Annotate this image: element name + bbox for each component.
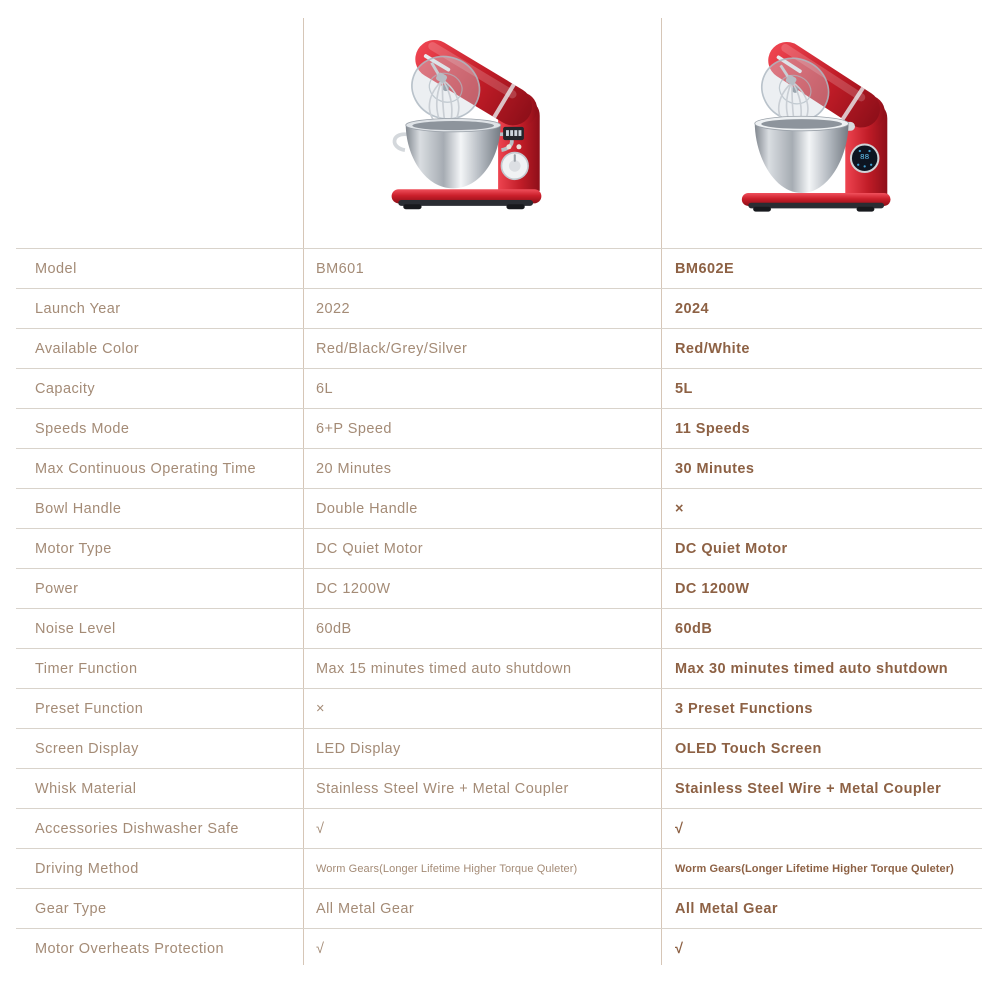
spec-value-bm601: All Metal Gear: [316, 900, 415, 917]
spec-value-bm601: ×: [316, 700, 325, 717]
spec-label: Bowl Handle: [35, 500, 122, 517]
spec-value-bm601: Stainless Steel Wire + Metal Coupler: [316, 780, 569, 797]
spec-value-bm602e: √: [675, 820, 684, 837]
spec-value-bm601: Max 15 minutes timed auto shutdown: [316, 660, 572, 677]
spec-value-bm601: √: [316, 940, 325, 957]
spec-label: Motor Overheats Protection: [35, 940, 224, 957]
spec-label: Launch Year: [35, 300, 121, 317]
spec-value-bm602e: Red/White: [675, 340, 750, 357]
spec-value-bm601: 6L: [316, 380, 334, 397]
spec-value-bm602e: 3 Preset Functions: [675, 700, 813, 717]
spec-label: Whisk Material: [35, 780, 137, 797]
svg-text:88: 88: [860, 152, 870, 162]
spec-value-bm601: 2022: [316, 300, 351, 317]
spec-value-bm602e: 30 Minutes: [675, 460, 755, 477]
spec-label: Screen Display: [35, 740, 139, 757]
spec-label: Preset Function: [35, 700, 144, 717]
spec-value-bm602e: ×: [675, 500, 684, 517]
spec-value-bm602e: Stainless Steel Wire + Metal Coupler: [675, 780, 942, 797]
spec-value-bm602e: 60dB: [675, 620, 713, 637]
product-image-bm601: [360, 10, 568, 242]
spec-value-bm602e: 11 Speeds: [675, 420, 750, 437]
spec-value-bm602e: BM602E: [675, 260, 735, 277]
table-row: [16, 608, 982, 648]
spec-value-bm602e: 5L: [675, 380, 693, 397]
spec-label: Accessories Dishwasher Safe: [35, 820, 239, 837]
table-row: [16, 928, 982, 968]
spec-value-bm601: Worm Gears(Longer Lifetime Higher Torque Quleter): [316, 862, 578, 875]
table-row: [16, 728, 982, 768]
product-image-bm602e: [716, 18, 918, 242]
spec-value-bm602e: √: [675, 940, 684, 957]
spec-value-bm602e: Max 30 minutes timed auto shutdown: [675, 660, 949, 677]
table-row: [16, 288, 982, 328]
spec-label: Speeds Mode: [35, 420, 130, 437]
table-row: [16, 808, 982, 848]
table-row: [16, 888, 982, 928]
spec-label: Timer Function: [35, 660, 138, 677]
table-row: [16, 448, 982, 488]
spec-value-bm601: Double Handle: [316, 500, 418, 517]
spec-value-bm601: LED Display: [316, 740, 401, 757]
table-row: [16, 328, 982, 368]
spec-value-bm601: Red/Black/Grey/Silver: [316, 340, 468, 357]
spec-table: [16, 248, 982, 968]
stand-mixer-bm602e-illustration: [716, 18, 918, 242]
spec-label: Capacity: [35, 380, 96, 397]
spec-value-bm601: √: [316, 820, 325, 837]
spec-value-bm602e: Worm Gears(Longer Lifetime Higher Torque Quleter): [675, 862, 954, 875]
table-row: [16, 648, 982, 688]
spec-value-bm602e: All Metal Gear: [675, 900, 778, 917]
table-row: [16, 248, 982, 288]
spec-value-bm602e: DC 1200W: [675, 580, 750, 597]
spec-value-bm601: DC 1200W: [316, 580, 391, 597]
table-row: [16, 688, 982, 728]
spec-label: Power: [35, 580, 79, 597]
spec-value-bm602e: OLED Touch Screen: [675, 740, 822, 757]
spec-label: Available Color: [35, 340, 140, 357]
stand-mixer-bm601-illustration: [360, 10, 568, 242]
table-row: [16, 528, 982, 568]
table-row: [16, 848, 982, 888]
spec-value-bm602e: 2024: [675, 300, 710, 317]
spec-value-bm601: BM601: [316, 260, 365, 277]
spec-value-bm601: 20 Minutes: [316, 460, 392, 477]
spec-label: Driving Method: [35, 860, 139, 877]
table-row: [16, 568, 982, 608]
table-row: [16, 368, 982, 408]
spec-value-bm601: 6+P Speed: [316, 420, 392, 437]
spec-label: Motor Type: [35, 540, 112, 557]
spec-label: Noise Level: [35, 620, 116, 637]
spec-label: Model: [35, 260, 77, 277]
spec-label: Gear Type: [35, 900, 107, 917]
table-row: [16, 488, 982, 528]
table-row: [16, 768, 982, 808]
spec-label: Max Continuous Operating Time: [35, 460, 256, 477]
spec-value-bm602e: DC Quiet Motor: [675, 540, 788, 557]
spec-value-bm601: 60dB: [316, 620, 352, 637]
spec-value-bm601: DC Quiet Motor: [316, 540, 424, 557]
table-row: [16, 408, 982, 448]
